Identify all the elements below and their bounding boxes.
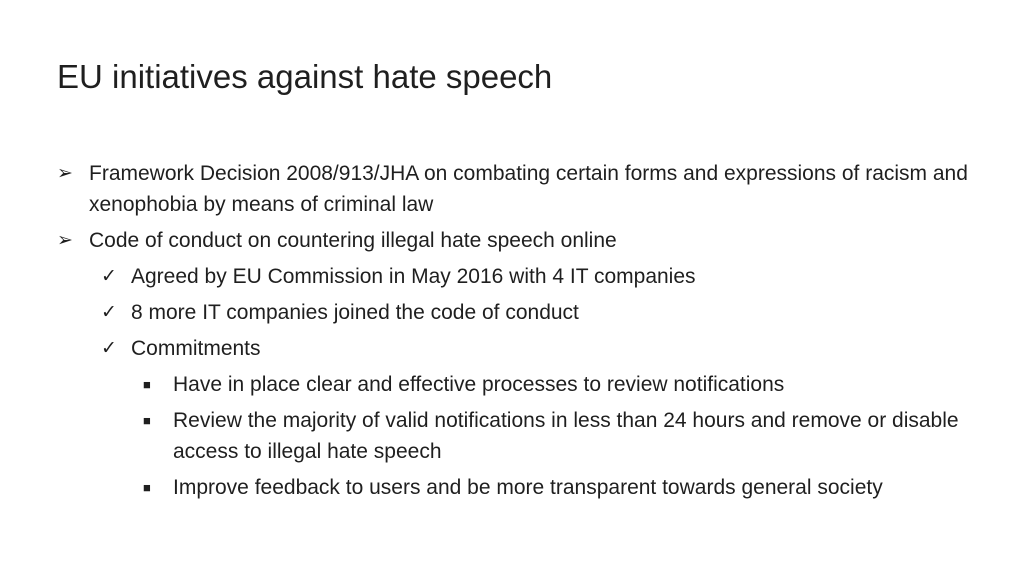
bullet-text: Framework Decision 2008/913/JHA on combating certain forms and expressions of racism and xenophobia by means of criminal law	[89, 162, 968, 216]
sub-sub-bullet-text: Review the majority of valid notifications in less than 24 hours and remove or disable access to illegal hate speech	[173, 409, 959, 463]
sub-bullet-item	[57, 297, 977, 328]
sub-sub-bullet-text: Have in place clear and effective processes to review notifications	[173, 373, 785, 396]
slide-title: EU initiatives against hate speech	[57, 58, 553, 95]
sub-sub-bullet-item	[57, 472, 977, 503]
checkmark-bullet-icon: ✓	[101, 338, 117, 359]
sub-bullet-text: Commitments	[131, 337, 261, 360]
bullet-item	[57, 158, 977, 220]
square-bullet-icon: ■	[143, 413, 151, 428]
square-bullet-icon: ■	[143, 480, 151, 495]
square-bullet-icon: ■	[143, 377, 151, 392]
sub-bullet-text: Agreed by EU Commission in May 2016 with 4 IT companies	[131, 265, 696, 288]
checkmark-bullet-icon: ✓	[101, 302, 117, 323]
checkmark-bullet-icon: ✓	[101, 266, 117, 287]
sub-bullet-text: 8 more IT companies joined the code of conduct	[131, 301, 579, 324]
arrow-bullet-icon: ➢	[57, 230, 73, 251]
sub-sub-bullet-item	[57, 369, 977, 400]
sub-bullet-item	[57, 261, 977, 292]
bullet-text: Code of conduct on countering illegal hate speech online	[89, 229, 617, 252]
sub-sub-bullet-text: Improve feedback to users and be more transparent towards general society	[173, 476, 883, 499]
bullet-list	[57, 158, 977, 508]
arrow-bullet-icon: ➢	[57, 163, 73, 184]
bullet-item	[57, 225, 977, 256]
sub-bullet-item	[57, 333, 977, 364]
sub-sub-bullet-item	[57, 405, 977, 467]
